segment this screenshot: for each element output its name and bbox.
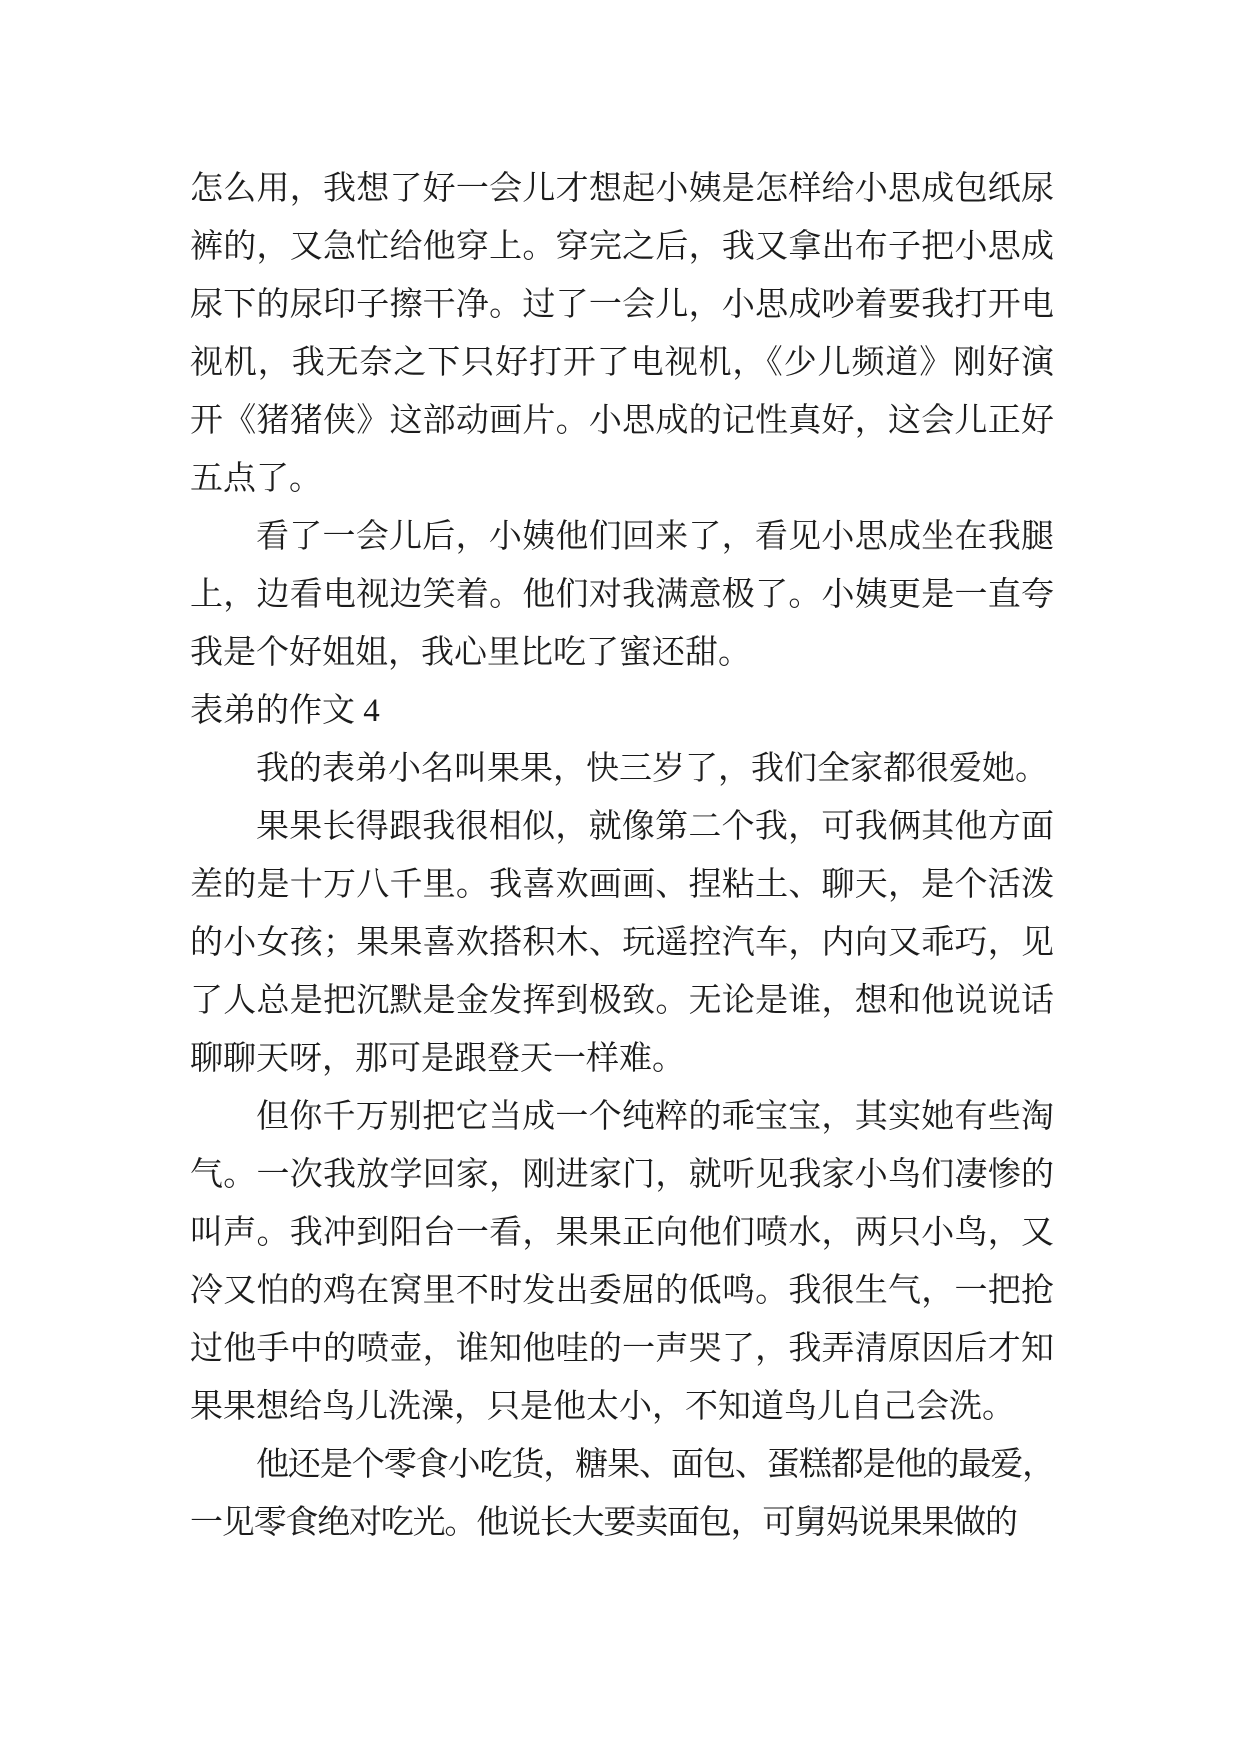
paragraph-aunt-praise: 看了一会儿后，小姨他们回来了，看见小思成坐在我腿上，边看电视边笑着。他们对我满意极了。小姨更是一直夸我是个好姐姐，我心里比吃了蜜还甜。 [190, 519, 1054, 671]
paragraph-guoguo-snacks: 他还是个零食小吃货，糖果、面包、蛋糕都是他的最爱，一见零食绝对吃光。他说长大要卖面包，可舅妈说果果做的 [190, 1447, 1054, 1541]
paragraph-guoguo-intro: 我的表弟小名叫果果，快三岁了，我们全家都很爱她。 [256, 751, 1048, 787]
document-text-block [190, 160, 1054, 1552]
paragraph-guoguo-mischief: 但你千万别把它当成一个纯粹的乖宝宝，其实她有些淘气。一次我放学回家，刚进家门，就听见我家小鸟们凄惨的叫声。我冲到阳台一看，果果正向他们喷水，两只小鸟，又冷又怕的鸡在窝里不时发出委屈的低鸣。我很生气，一把抢过他手中的喷壶，谁知他哇的一声哭了，我弄清原因后才知果果想给鸟儿洗澡，只是他太小，不知道鸟儿自己会洗。 [190, 1099, 1054, 1425]
essay-section-heading: 表弟的作文 4 [190, 693, 380, 729]
paragraph-tv-story-continuation: 怎么用，我想了好一会儿才想起小姨是怎样给小思成包纸尿裤的，又急忙给他穿上。穿完之后，我又拿出布子把小思成尿下的尿印子擦干净。过了一会儿，小思成吵着要我打开电视机，我无奈之下只好打开了电视机，《少儿频道》刚好演开《猪猪侠》这部动画片。小思成的记性真好，这会儿正好五点了。 [190, 171, 1054, 497]
paragraph-guoguo-personality: 果果长得跟我很相似，就像第二个我，可我俩其他方面差的是十万八千里。我喜欢画画、捏粘土、聊天，是个活泼的小女孩；果果喜欢搭积木、玩遥控汽车，内向又乖巧，见了人总是把沉默是金发挥到极致。无论是谁，想和他说说话聊聊天呀，那可是跟登天一样难。 [190, 809, 1054, 1077]
